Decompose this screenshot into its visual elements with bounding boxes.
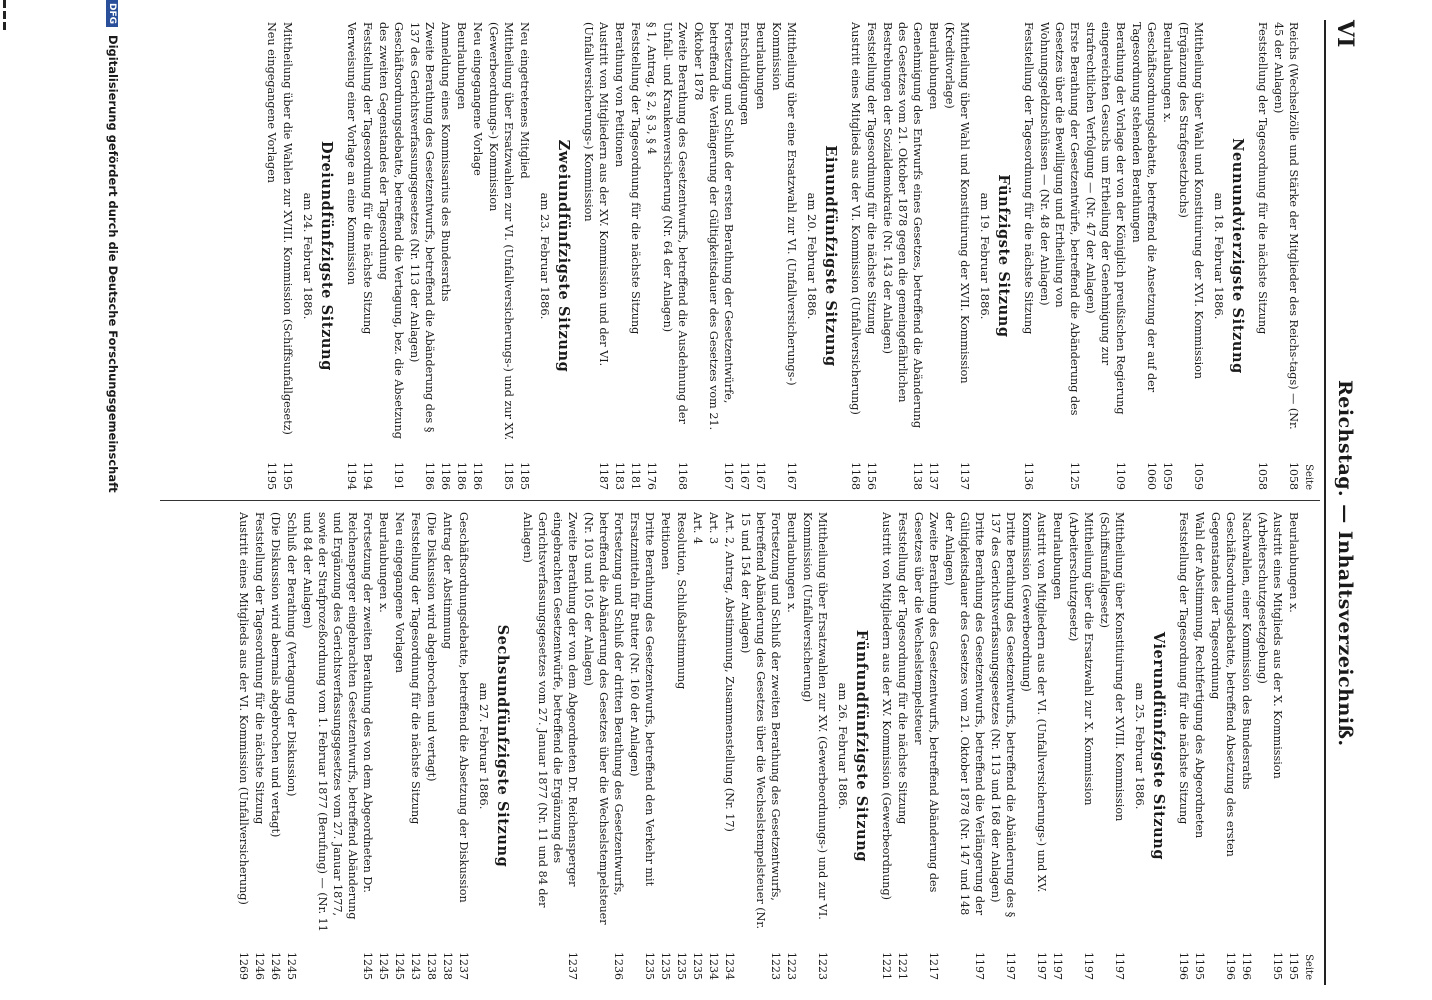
toc-entry: [360, 22, 375, 490]
entry-text: Feststellung der Tagesordnung für die nächste Sitzung . . .: [408, 512, 423, 940]
entry-text: Entschuldigungen . . .: [737, 22, 752, 450]
toc-entry: [376, 22, 406, 490]
entry-page: 1237: [566, 952, 579, 980]
entry-text: (Die Diskussion wird abermals abgebrochen und vertagt) . . .: [268, 512, 283, 940]
entry-text: Feststellung der Tagesordnung für die nächste Sitzung . . .: [1176, 512, 1191, 940]
entry-page: 1136: [1022, 462, 1035, 490]
toc-entry: [880, 22, 925, 490]
toc-entry: [706, 512, 721, 980]
entry-page: 1059: [1161, 462, 1174, 490]
entry-text: Geschäftsordnungsdebatte, betreffend die Ansetzung der auf der Tagesordnung stehenden Berathungen . . .: [1129, 22, 1159, 450]
entry-page: 1137: [958, 462, 971, 490]
session-date: am 20. Februar 1886.: [805, 192, 819, 320]
entry-page: 1186: [455, 462, 468, 490]
session-title: Vierundfünfzigste Sitzung: [1150, 631, 1167, 861]
toc-entry: [1037, 22, 1082, 490]
entry-page: 1217: [927, 952, 940, 980]
entry-text: Zweite Berathung des Gesetzentwurfs, betreffend Abänderung des Gesetzes über die Wechselstempelsteuer . . .: [911, 512, 941, 940]
toc-entry: [376, 512, 391, 980]
entry-page: 1235: [691, 952, 704, 980]
toc-entry: [1019, 512, 1049, 980]
entry-text: Nachwahlen, einer Kommission des Bundesraths . . .: [1239, 512, 1254, 940]
entry-text: Fortsetzung und Schluß der ersten Berathung der Gesetzentwürfe, betreffend die Verlängerung der Gültigkeitsdauer des Gesetzes vom 21. Oktober 1878 . . .: [691, 22, 736, 450]
entry-text: Beurlaubungen x. . . .: [376, 512, 391, 940]
toc-entry: [1083, 22, 1128, 490]
entry-page: 1191: [392, 462, 405, 490]
entry-page: 1197: [973, 952, 986, 980]
entry-page: 1221: [880, 952, 893, 980]
entry-page: 1058: [1256, 462, 1269, 490]
toc-entry: [660, 22, 690, 490]
session-date: am 25. Februar 1886.: [1133, 682, 1147, 810]
entry-page: 1181: [629, 462, 642, 490]
entry-text: Beurlaubungen x. . . .: [784, 512, 799, 940]
entry-text: Feststellung der Tagesordnung für die nächste Sitzung . . .: [628, 22, 643, 450]
entry-page: 1197: [1051, 952, 1064, 980]
toc-entry: [942, 22, 972, 490]
entry-page: 1167: [754, 462, 767, 490]
entry-text: Mittheilung über Ersatzwahlen zur XV. (Gewerbeordnungs-) und zur VI. Kommission (Unfallversicherung) . . .: [800, 512, 830, 940]
toc-entry: [1239, 512, 1254, 980]
entry-page: 1196: [1224, 952, 1237, 980]
entry-page: 1186: [471, 462, 484, 490]
entry-page: 1185: [502, 462, 515, 490]
toc-entry: [988, 512, 1018, 980]
entry-page: 1168: [676, 462, 689, 490]
entry-page: 1168: [849, 462, 862, 490]
toc-entry: [1097, 512, 1127, 980]
toc-entry: [344, 22, 359, 490]
entry-text: Antrag der Abstimmung . . .: [440, 512, 455, 940]
entry-page: 1195: [265, 462, 278, 490]
entry-page: 1238: [425, 952, 438, 980]
toc-entry: [407, 22, 437, 490]
digitization-footer: [98, 0, 120, 1000]
session-date: am 26. Februar 1886.: [836, 682, 850, 810]
session-title: Fünfzigste Sitzung: [995, 174, 1012, 338]
entry-text: Resolution, Schlußabstimmung . . .: [674, 512, 689, 940]
entry-text: Reichs (Wechselzölle und Stärke der Mitglieder des Reichs-tags) — (Nr. 45 der Anlagen) . . .: [1271, 22, 1301, 450]
entry-page: 1197: [1113, 952, 1126, 980]
toc-entry: [942, 512, 987, 980]
entry-text: Austritt eines Mitglieds aus der VI. Kommission (Unfallversicherung) . . .: [236, 512, 251, 940]
toc-entry: [691, 22, 736, 490]
entry-page: 1235: [643, 952, 656, 980]
header-rule: [1324, 20, 1326, 985]
entry-text: Neu eingegangene Vorlagen . . .: [264, 22, 279, 450]
seite-label: Seite: [1303, 464, 1314, 490]
toc-entry: [1176, 22, 1206, 490]
entry-text: Feststellung der Tagesordnung für die nächste Sitzung . . .: [360, 22, 375, 450]
toc-entry: [1160, 22, 1175, 490]
session-date: am 24. Februar 1886.: [301, 192, 315, 320]
entry-page: 1058: [1287, 462, 1300, 490]
session-date: am 27. Februar 1886.: [477, 682, 491, 810]
toc-entry: [284, 512, 299, 980]
toc-entry: [456, 512, 471, 980]
entry-text: Austritt von Mitgliedern aus der XV. Kommission und der VI. (Unfallversicherungs-) Kommission . . .: [581, 22, 611, 450]
toc-entry: [1286, 512, 1301, 980]
entry-text: Art. 4 . . .: [690, 512, 705, 940]
entry-text: Austritt eines Mitglieds aus der VI. Kommission (Unfallversicherung) . . .: [848, 22, 863, 450]
entry-page: 1167: [738, 462, 751, 490]
entry-page: 1223: [785, 952, 798, 980]
toc-entry: [911, 512, 941, 980]
entry-text: Beurlaubungen . . .: [753, 22, 768, 450]
toc-entry: [280, 22, 295, 490]
entry-text: Petitionen . . .: [658, 512, 673, 940]
toc-entry: [1129, 22, 1159, 490]
entry-page: 1269: [237, 952, 250, 980]
entry-page: 1195: [1287, 952, 1300, 980]
toc-entry: [1021, 22, 1036, 490]
entry-text: Feststellung der Tagesordnung für die nächste Sitzung . . .: [864, 22, 879, 450]
entry-page: 1197: [1004, 952, 1017, 980]
toc-entry: [1271, 22, 1301, 490]
entry-text: Austritt von Mitgliedern aus der VI. (Unfallversicherungs-) und XV. Kommission (Gewerbeordnung) . . .: [1019, 512, 1049, 940]
entry-text: Feststellung der Tagesordnung für die nächste Sitzung . . .: [895, 512, 910, 940]
session-title: Fünfundfünfzigste Sitzung: [853, 629, 870, 863]
entry-text: Beurlaubungen x. . . .: [1286, 512, 1301, 940]
entry-text: Zweite Berathung des Gesetzentwurfs, betreffend die Abänderung des § 137 des Gerichtsverfassungsgesetzes (Nr. 113 der Anlagen) . . .: [407, 22, 437, 450]
toc-entry: [674, 512, 689, 980]
entry-page: 1194: [345, 462, 358, 490]
toc-entry: [1192, 512, 1207, 980]
toc-entry: [737, 22, 752, 490]
entry-text: Mittheilung über eine Ersatzwahl zur VI. (Unfallversicherungs-) Kommission . . .: [769, 22, 799, 450]
toc-entry: [252, 512, 267, 980]
entry-text: Berathung der Vorlage der von der Königlich preußischen Regierung eingereichten Gesuchs um Ertheilung der Genehmigung zur strafrechtlichen Verfolgung — (Nr. 47 der Anlagen) . . .: [1083, 22, 1128, 450]
entry-text: Dritte Berathung des Gesetzentwurfs, betreffend die Abänderung des § 137 des Gerichtsverfassungsgesetzes (Nr. 113 und 168 der Anlagen) . . .: [988, 512, 1018, 940]
entry-page: 1059: [1192, 462, 1205, 490]
entry-text: Geschäftsordnungsdebatte, betreffend die Vertagung, bez. die Absetzung des zweiten Gegenstandes der Tagesordnung . . .: [376, 22, 406, 450]
entry-text: Mittheilung über Ersatzwahlen zur VI. (Unfallversicherungs-) und zur XV. (Gewerbeordnungs-) Kommission . . .: [486, 22, 516, 450]
column-divider: [160, 500, 1320, 501]
session-title: Zweiundfünfzigste Sitzung: [555, 139, 572, 373]
toc-entry: [753, 22, 768, 490]
toc-entry: [1255, 22, 1270, 490]
entry-text: Beurlaubungen . . .: [926, 22, 941, 450]
session-title: Neunundvierzigste Sitzung: [1229, 138, 1246, 374]
entry-text: Beurlaubungen . . .: [1050, 512, 1065, 940]
entry-page: 1246: [253, 952, 266, 980]
toc-entry: [879, 512, 894, 980]
entry-page: 1196: [1240, 952, 1253, 980]
entry-page: 1195: [281, 462, 294, 490]
entry-text: Austritt eines Mitglieds aus der X. Kommission (Arbeiterschutzgesetzgebung) . . .: [1255, 512, 1285, 940]
entry-page: 1167: [722, 462, 735, 490]
entry-page: 1246: [269, 952, 282, 980]
toc-entry: [424, 512, 439, 980]
entry-text: Verweisung einer Vorlage an eine Kommission . . .: [344, 22, 359, 450]
scan-edge-marks: [8, 0, 18, 60]
entry-page: 1194: [361, 462, 374, 490]
entry-page: 1060: [1145, 462, 1158, 490]
toc-entry: [486, 22, 516, 490]
toc-entry: [848, 22, 863, 490]
toc-entry: [690, 512, 705, 980]
session-title: Dreiundfünfzigste Sitzung: [318, 141, 335, 371]
session-date: am 18. Februar 1886.: [1212, 192, 1226, 320]
toc-entry: [864, 22, 879, 490]
toc-entry: [264, 22, 279, 490]
toc-entry: [438, 22, 453, 490]
toc-entry: [628, 22, 643, 490]
toc-entry: [722, 512, 737, 980]
entry-page: 1197: [1035, 952, 1048, 980]
toc-entry: [644, 22, 659, 490]
page-header: [1322, 0, 1362, 1000]
toc-entry: [627, 512, 657, 980]
entry-page: 1237: [457, 952, 470, 980]
entry-text: Geschäftsordnungsdebatte, betreffend die Absetzung der Diskussion . . .: [456, 512, 471, 940]
page-title: Reichstag. — Inhaltsverzeichniß.: [1334, 380, 1356, 747]
toc-entry: [895, 512, 910, 980]
entry-page: 1234: [707, 952, 720, 980]
toc-entry: [454, 22, 469, 490]
entry-text: Beurlaubungen x. . . .: [1160, 22, 1175, 450]
entry-page: 1186: [439, 462, 452, 490]
session-date: am 23. Februar 1886.: [538, 192, 552, 320]
entry-text: Feststellung der Tagesordnung für die nächste Sitzung . . .: [1255, 22, 1270, 450]
toc-entry: [800, 512, 830, 980]
entry-page: 1245: [361, 952, 374, 980]
entry-text: Geschäftsordnungsdebatte, betreffend Absetzung des ersten Gegenstandes der Tagesordnung . . .: [1208, 512, 1238, 940]
entry-text: Dritte Berathung des Gesetzentwurfs, betreffend die Verlängerung der Gültigkeitsdauer des Gesetzes vom 21. Oktober 1878 (Nr. 147 und 148 der Anlagen) . . .: [942, 512, 987, 940]
entry-text: Fortsetzung und Schluß der dritten Berathung des Gesetzentwurfs, betreffend die Abänderung des Gesetzes über die Wechselstempelsteuer (Nr. 103 und 105 der Anlagen) . . .: [581, 512, 626, 940]
toc-entry: [392, 512, 407, 980]
entry-text: Mittheilung über die Wahlen zur XVIII. Kommission (Schiffsunfallgesetz) . . .: [280, 22, 295, 450]
entry-page: 1235: [659, 952, 672, 980]
entry-page: 1137: [927, 462, 940, 490]
entry-page: 1221: [896, 952, 909, 980]
entry-text: Austritt von Mitgliedern aus der XV. Kommission (Gewerbeordnung) . . .: [879, 512, 894, 940]
scanned-page: [2, 0, 1370, 1000]
toc-entry: [926, 22, 941, 490]
entry-text: Anmeldung eines Kommissarius des Bundesraths . . .: [438, 22, 453, 450]
entry-text: Neu eingegangene Vorlage . . .: [470, 22, 485, 450]
entry-text: Mittheilung über die Ersatzwahl zur X. Kommission (Arbeiterschutzgesetz) . . .: [1066, 512, 1096, 940]
entry-text: Genehmigung des Entwurfs eines Gesetzes, betreffend die Abänderung des Gesetzes vom 21. Oktober 1878 gegen die gemeingefährlichen Bestrebungen der Sozialdemokratie (Nr. 143 der Anlagen) . . .: [880, 22, 925, 450]
entry-page: 1167: [785, 462, 798, 490]
entry-text: Neu eingegangene Vorlagen . . .: [392, 512, 407, 940]
toc-entry: [408, 512, 423, 980]
toc-entry: [769, 22, 799, 490]
seite-label: Seite: [1303, 954, 1314, 980]
toc-entry: [236, 512, 251, 980]
entry-page: 1195: [1271, 952, 1284, 980]
entry-text: Dritte Berathung des Gesetzentwurfs, betreffend den Verkehr mit Ersatzmitteln für Butter (Nr. 160 der Anlagen) . . .: [627, 512, 657, 940]
entry-page: 1125: [1068, 462, 1081, 490]
entry-page: 1245: [377, 952, 390, 980]
entry-text: Art. 2, Antrag, Abstimmung, Zusammenstellung (Nr. 17) . . .: [722, 512, 737, 940]
dfg-logo: DFG: [107, 0, 119, 27]
entry-page: 1196: [1177, 952, 1190, 980]
entry-text: Wahl der Abstimmung, Rechtfertigung des Abgeordneten . . .: [1192, 512, 1207, 940]
page-number-label: VI: [1332, 20, 1358, 48]
entry-page: 1243: [409, 952, 422, 980]
entry-text: Feststellung der Tagesordnung für die nächste Sitzung . . .: [1021, 22, 1036, 450]
toc-entry: [1066, 512, 1096, 980]
entry-page: 1236: [612, 952, 625, 980]
entry-page: 1183: [613, 462, 626, 490]
entry-text: Art. 3 . . .: [706, 512, 721, 940]
toc-entry: [784, 512, 799, 980]
footer-text: Digitalisierung gefördert durch die Deutsche Forschungsgemeinschaft: [106, 35, 120, 493]
right-column: [144, 512, 1314, 980]
entry-text: Schluß der Berathung (Vertagung der Diskussion) . . .: [284, 512, 299, 940]
entry-page: 1234: [723, 952, 736, 980]
entry-text: (Die Diskussion wird abgebrochen und vertagt) . . .: [424, 512, 439, 940]
entry-page: 1223: [816, 952, 829, 980]
toc-entry: [520, 512, 580, 980]
toc-entry: [300, 512, 375, 980]
session-title: Sechsundfünfzigste Sitzung: [494, 624, 511, 868]
toc-entry: [581, 512, 626, 980]
entry-text: Mittheilung über Wahl und Konstituirung der XVII. Kommission (Kreditvorlage) . . .: [942, 22, 972, 450]
entry-page: 1186: [423, 462, 436, 490]
toc-entry: [612, 22, 627, 490]
entry-text: Beurlaubungen . . .: [454, 22, 469, 450]
entry-page: 1109: [1114, 462, 1127, 490]
entry-text: Zweite Berathung der von dem Abgeordneten Dr. Reichensperger eingebrachten Gesetzentwürfe, betreffend die Ergänzung des Gerichtsverfassungsgesetzes vom 27. Januar 1877 (Nr. 11 und 84 der Anlagen) . . .: [520, 512, 580, 940]
toc-entry: [1208, 512, 1238, 980]
entry-page: 1245: [393, 952, 406, 980]
entry-page: 1223: [769, 952, 782, 980]
toc-entry: [1176, 512, 1191, 980]
toc-entry: [658, 512, 673, 980]
toc-entry: [1050, 512, 1065, 980]
entry-text: Zweite Berathung des Gesetzentwurfs, betreffend die Ausdehnung der Unfall- und Krankenversicherung (Nr. 64 der Anlagen) . . .: [660, 22, 690, 450]
session-title: Einundfünfzigste Sitzung: [822, 145, 839, 367]
entry-text: Erste Berathung der Gesetzentwürfe, betreffend die Abänderung des Gesetzes über die Bewilligung und Ertheilung von Wohnungsgeldzuschüssen — (Nr. 48 der Anlagen) . . .: [1037, 22, 1082, 450]
entry-page: 1185: [518, 462, 531, 490]
entry-text: Fortsetzung und Schluß der zweiten Berathung des Gesetzentwurfs, betreffend Abänderung des Gesetzes über die Wechselstempelsteuer (Nr. 15 und 154 der Anlagen) . . .: [738, 512, 783, 940]
entry-page: 1176: [645, 462, 658, 490]
entry-page: 1187: [597, 462, 610, 490]
entry-text: Neu eingetretenes Mitglied . . .: [517, 22, 532, 450]
entry-text: Mittheilung über Konstituirung der XVIII. Kommission (Schiffsunfallgesetz) . . .: [1097, 512, 1127, 940]
toc-entry: [738, 512, 783, 980]
entry-text: Fortsetzung der zweiten Berathung des von dem Abgeordneten Dr. Reichensperger eingebrachten Gesetzentwurfs, betreffend Abänderung und Ergänzung des Gerichtsverfassungsgesetzes vom 27. Januar 1877, sowie der Strafprozeßordnung vom 1. Februar 1877 (Berufung) — (Nr. 11 und 84 der Anlagen) . . .: [300, 512, 375, 940]
entry-page: 1235: [675, 952, 688, 980]
entry-page: 1138: [911, 462, 924, 490]
entry-page: 1156: [865, 462, 878, 490]
entry-text: Mittheilung über Wahl und Konstituirung der XVI. Kommission (Ergänzung des Strafgesetzbuchs) . . .: [1176, 22, 1206, 450]
left-column: [144, 22, 1314, 490]
entry-page: 1238: [441, 952, 454, 980]
toc-entry: [1255, 512, 1285, 980]
toc-entry: [440, 512, 455, 980]
entry-text: § 1, Antrag, § 2, § 3, § 4 . . .: [644, 22, 659, 450]
entry-page: 1197: [1082, 952, 1095, 980]
entry-page: 1195: [1193, 952, 1206, 980]
entry-text: Berathung von Petitionen . . .: [612, 22, 627, 450]
session-date: am 19. Februar 1886.: [978, 192, 992, 320]
toc-entry: [517, 22, 532, 490]
toc-entry: [470, 22, 485, 490]
toc-entry: [268, 512, 283, 980]
toc-entry: [581, 22, 611, 490]
entry-page: 1245: [285, 952, 298, 980]
entry-text: Feststellung der Tagesordnung für die nächste Sitzung . . .: [252, 512, 267, 940]
